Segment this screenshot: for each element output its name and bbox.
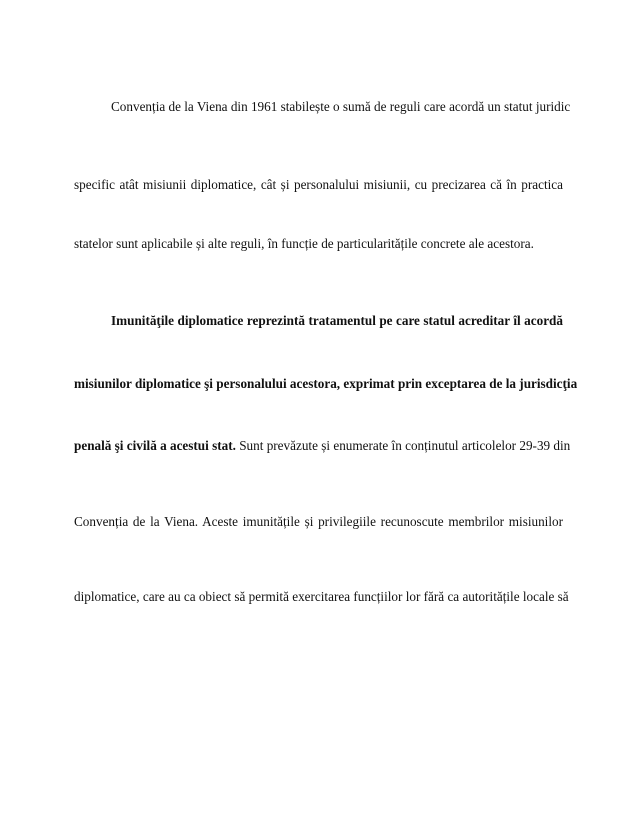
paragraph-2-line-5: diplomatice, care au ca obiect să permită exercitarea funcțiilor lor fără ca autoritățile locale să <box>74 589 569 604</box>
paragraph-1-line-1: Convenția de la Viena din 1961 stabilește o sumă de reguli care acordă un statut juridic <box>111 99 571 114</box>
paragraph-2-line-2: misiunilor diplomatice şi personalului acestora, exprimat prin exceptarea de la jurisdicţia <box>74 376 578 391</box>
paragraph-2-line-3 <box>74 438 571 454</box>
paragraph-2-line-3-bold: penală şi civilă a acestui stat. <box>74 438 236 453</box>
paragraph-1-line-3: statelor sunt aplicabile și alte reguli, în funcție de particularitățile concrete ale acestora. <box>74 236 534 251</box>
paragraph-2-line-3-rest: Sunt prevăzute și enumerate în conținutul articolelor 29-39 din <box>235 438 571 453</box>
paragraph-2-line-4: Convenția de la Viena. Aceste imunitățile și privilegiile recunoscute membrilor misiunilor <box>74 514 563 529</box>
paragraph-1-line-2: specific atât misiunii diplomatice, cât și personalului misiunii, cu precizarea că în practica <box>74 177 563 192</box>
paragraph-2-line-1: Imunităţile diplomatice reprezintă tratamentul pe care statul acreditar îl acordă <box>111 313 563 328</box>
